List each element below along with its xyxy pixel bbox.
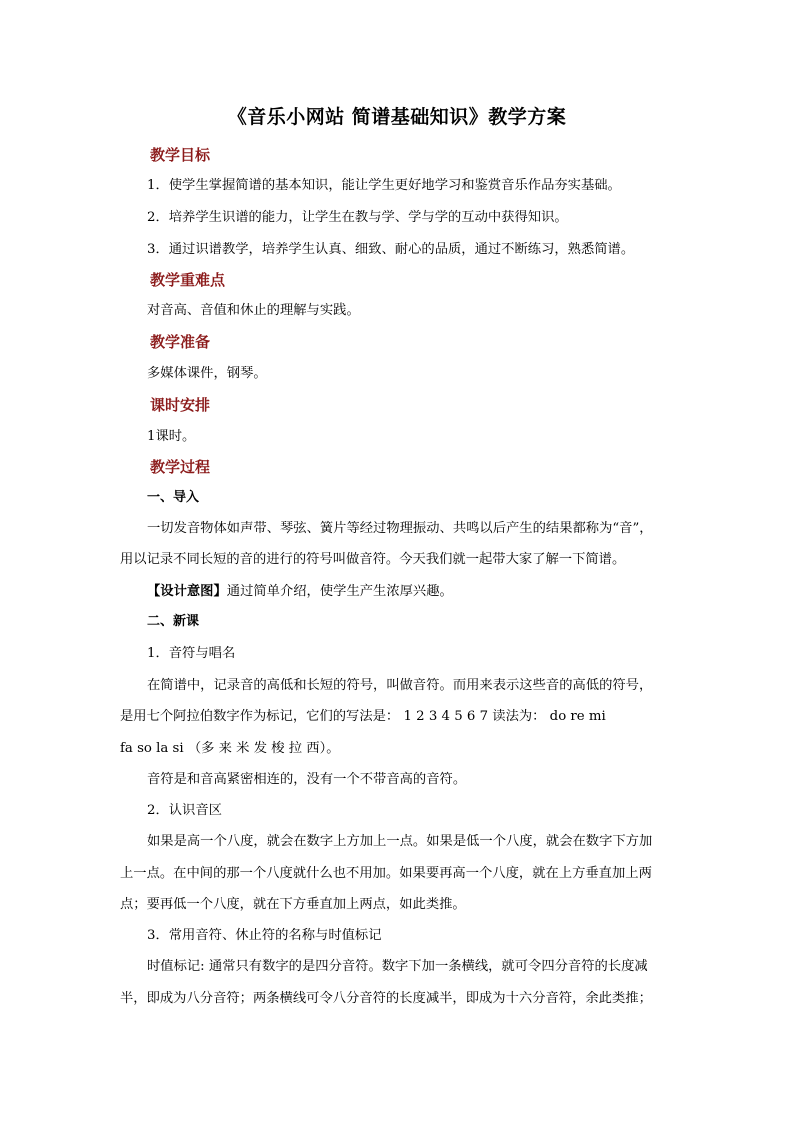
part1-title: 1．音符与唱名 xyxy=(147,646,236,661)
part2-line-3: 点；要再低一个八度，就在下方垂直加上两点，如此类推。 xyxy=(120,897,466,912)
schedule-text: 1课时。 xyxy=(147,429,196,444)
part2-line-1: 如果是高一个八度，就会在数字上方加上一点。如果是低一个八度，就会在数字下方加 xyxy=(147,834,653,849)
intro-line-1: 一切发音物体如声带、琴弦、簧片等经过物理振动、共鸣以后产生的结果都称为“音”， xyxy=(147,521,653,536)
design-intent-text: 通过简单介绍，使学生产生浓厚兴趣。 xyxy=(226,584,453,599)
part3-line-1: 时值标记: 通常只有数字的是四分音符。数字下加一条横线，就可令四分音符的长度减 xyxy=(147,959,648,974)
new-lesson-heading: 二、新课 xyxy=(147,614,200,629)
goal-item-2: 2．培养学生识谱的能力，让学生在教与学、学与学的互动中获得知识。 xyxy=(147,210,568,225)
key-points-text: 对音高、音值和休止的理解与实践。 xyxy=(147,303,360,318)
key-points-heading: 教学重难点 xyxy=(150,271,226,289)
design-intent xyxy=(147,582,453,602)
part1-line-3: fa so la si （多 来 米 发 梭 拉 西）。 xyxy=(120,741,340,756)
part2-title: 2．认识音区 xyxy=(147,803,222,818)
preparation-text: 多媒体课件，钢琴。 xyxy=(147,366,267,381)
preparation-heading: 教学准备 xyxy=(150,333,211,351)
part1-line-1: 在简谱中，记录音的高低和长短的符号，叫做音符。而用来表示这些音的高低的符号， xyxy=(147,678,653,693)
page-title: 《音乐小网站 简谱基础知识》教学方案 xyxy=(227,106,567,128)
part2-line-2: 上一点。在中间的那一个八度就什么也不用加。如果要再高一个八度，就在上方垂直加上两 xyxy=(120,866,652,881)
intro-heading: 一、导入 xyxy=(147,490,200,505)
goal-item-1: 1．使学生掌握简谱的基本知识，能让学生更好地学习和鉴赏音乐作品夯实基础。 xyxy=(147,178,621,193)
part1-line-4: 音符是和音高紧密相连的，没有一个不带音高的音符。 xyxy=(147,772,467,787)
intro-line-2: 用以记录不同长短的音的进行的符号叫做音符。今天我们就一起带大家了解一下简谱。 xyxy=(120,552,626,567)
part3-line-2: 半，即成为八分音符；两条横线可令八分音符的长度减半，即成为十六分音符，余此类推； xyxy=(120,991,652,1006)
process-heading: 教学过程 xyxy=(150,458,211,476)
goals-heading: 教学目标 xyxy=(150,146,211,164)
part1-line-2: 是用七个阿拉伯数字作为标记，它们的写法是： 1 2 3 4 5 6 7 读法为： do re mi xyxy=(120,709,606,724)
goal-item-3: 3．通过识谱教学，培养学生认真、细致、耐心的品质，通过不断练习，熟悉简谱。 xyxy=(147,242,635,257)
design-intent-label: 【设计意图】 xyxy=(147,584,227,599)
schedule-heading: 课时安排 xyxy=(150,396,211,414)
part3-title: 3．常用音符、休止符的名称与时值标记 xyxy=(147,928,382,943)
